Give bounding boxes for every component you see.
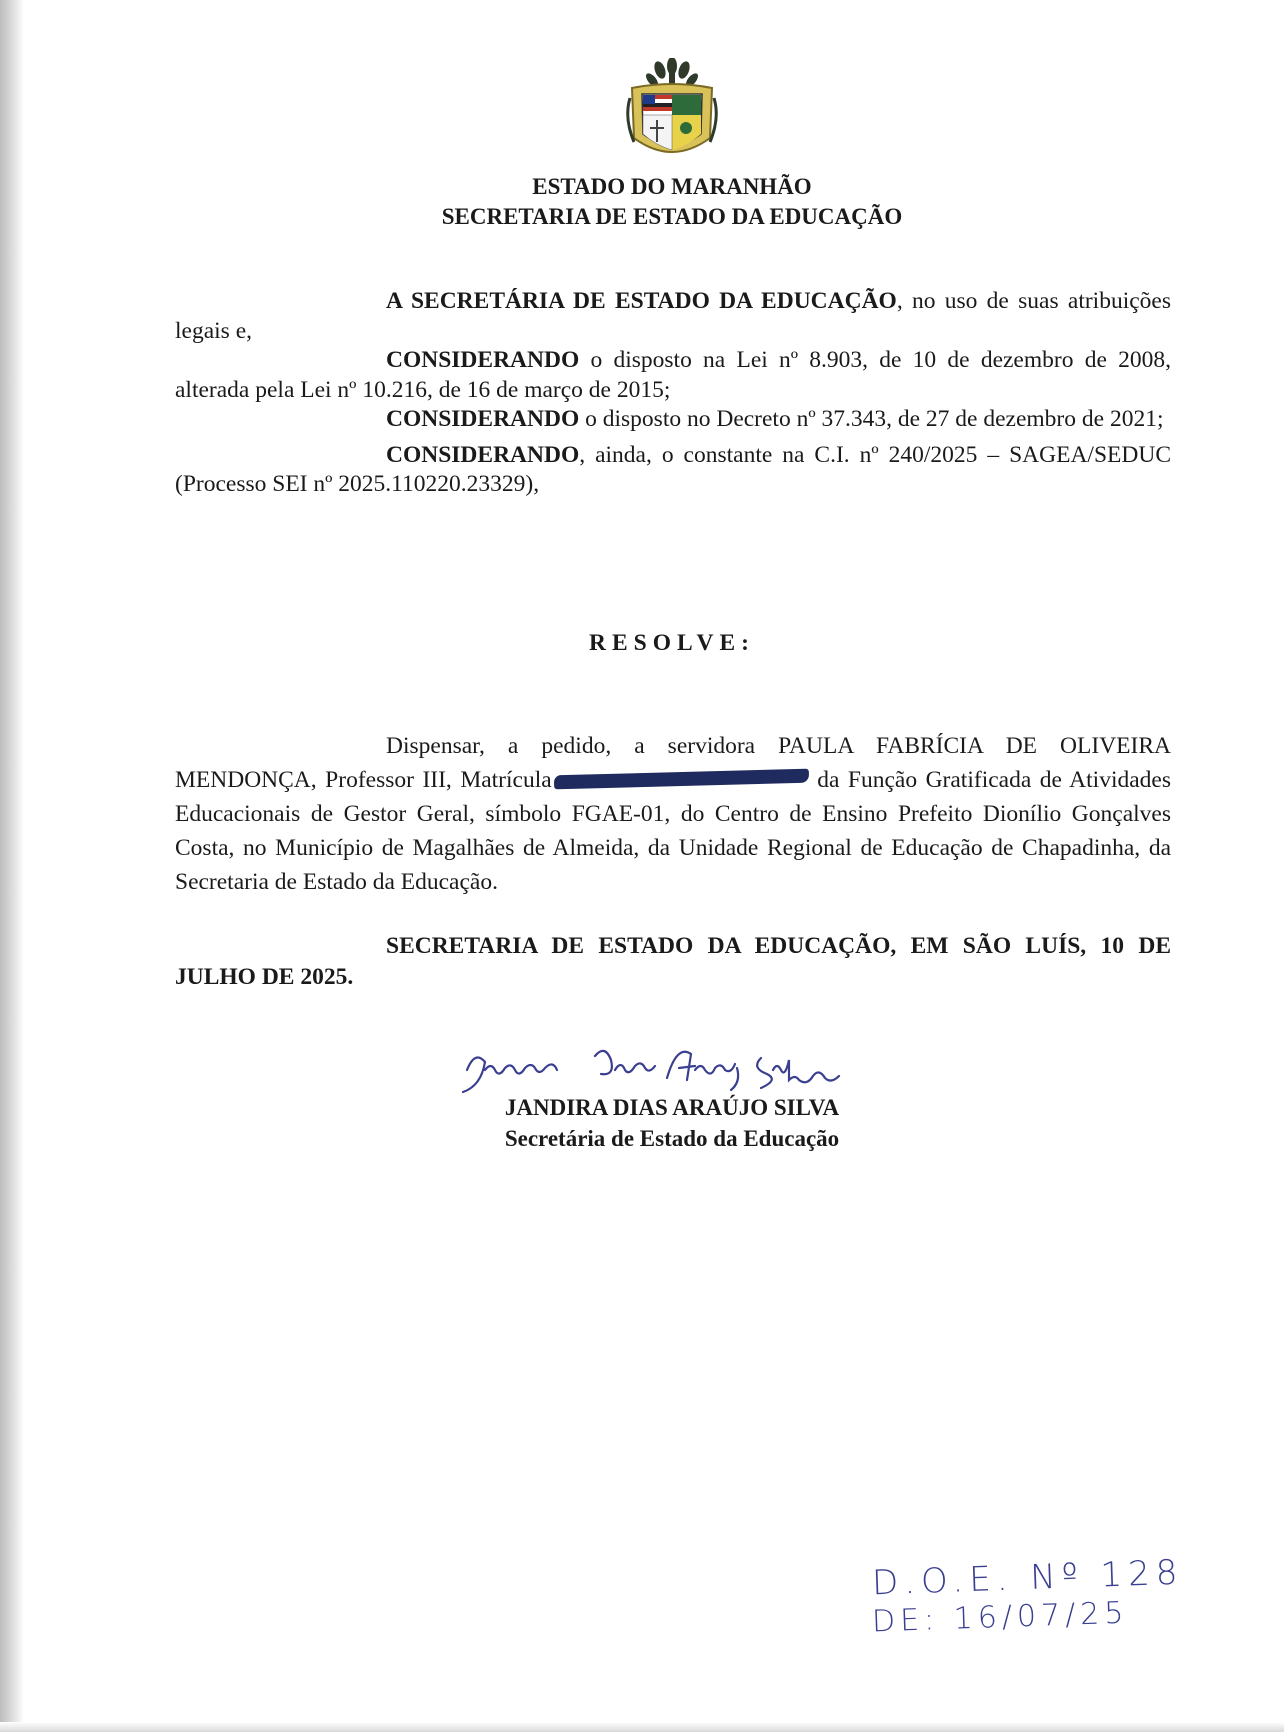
resolve-heading: RESOLVE: bbox=[589, 630, 755, 656]
page-edge-shadow bbox=[0, 0, 24, 1732]
preamble bbox=[175, 287, 1171, 500]
handwritten-doe-date: DE: 16/07/25 bbox=[871, 1595, 1129, 1640]
closing-paragraph: SECRETARIA DE ESTADO DA EDUCAÇÃO, EM SÃO LUÍS, 10 DE JULHO DE 2025. bbox=[175, 933, 1171, 990]
header-secretariat: SECRETARIA DE ESTADO DA EDUCAÇÃO bbox=[441, 204, 903, 229]
page-bottom-shadow bbox=[0, 1722, 1284, 1732]
signatory bbox=[0, 1092, 1284, 1154]
handwritten-doe-number: D.O.E. Nº 128 bbox=[871, 1552, 1185, 1604]
decision bbox=[175, 729, 1171, 899]
maranhao-coat-of-arms-icon bbox=[622, 58, 722, 168]
signatory-name: JANDIRA DIAS ARAÚJO SILVA bbox=[504, 1095, 840, 1120]
document-header bbox=[0, 172, 1284, 232]
header-state: ESTADO DO MARANHÃO bbox=[532, 174, 812, 199]
considerando-paragraph: CONSIDERANDO, ainda, o constante na C.I. nº 240/2025 – SAGEA/SEDUC (Processo SEI nº 2025.110220.23329), bbox=[175, 441, 1171, 497]
redaction-mark bbox=[554, 768, 809, 789]
preamble-paragraph: A SECRETÁRIA DE ESTADO DA EDUCAÇÃO, no uso de suas atribuições legais e, bbox=[175, 288, 1171, 344]
decision-paragraph: Dispensar, a pedido, a servidora PAULA FABRÍCIA DE OLIVEIRA MENDONÇA, Professor III, Matrícula da Função Gratificada de Atividades Educacionais de Gestor Geral, símbolo FGAE-01, do Centro de Ensino Prefeito Dionílio Gonçalves Costa, no Município de Magalhães de Almeida, da Unidade Regional de Educação de Chapadinha, da Secretaria de Estado da Educação. bbox=[175, 733, 1171, 895]
handwritten-signature bbox=[455, 1040, 915, 1100]
considerando-paragraph: CONSIDERANDO o disposto no Decreto nº 37.343, de 27 de dezembro de 2021; bbox=[386, 406, 1164, 432]
closing bbox=[175, 931, 1171, 993]
considerando-paragraph: CONSIDERANDO o disposto na Lei nº 8.903, de 10 de dezembro de 2008, alterada pela Lei nº 10.216, de 16 de março de 2015; bbox=[175, 347, 1171, 403]
signatory-role: Secretária de Estado da Educação bbox=[504, 1126, 840, 1151]
